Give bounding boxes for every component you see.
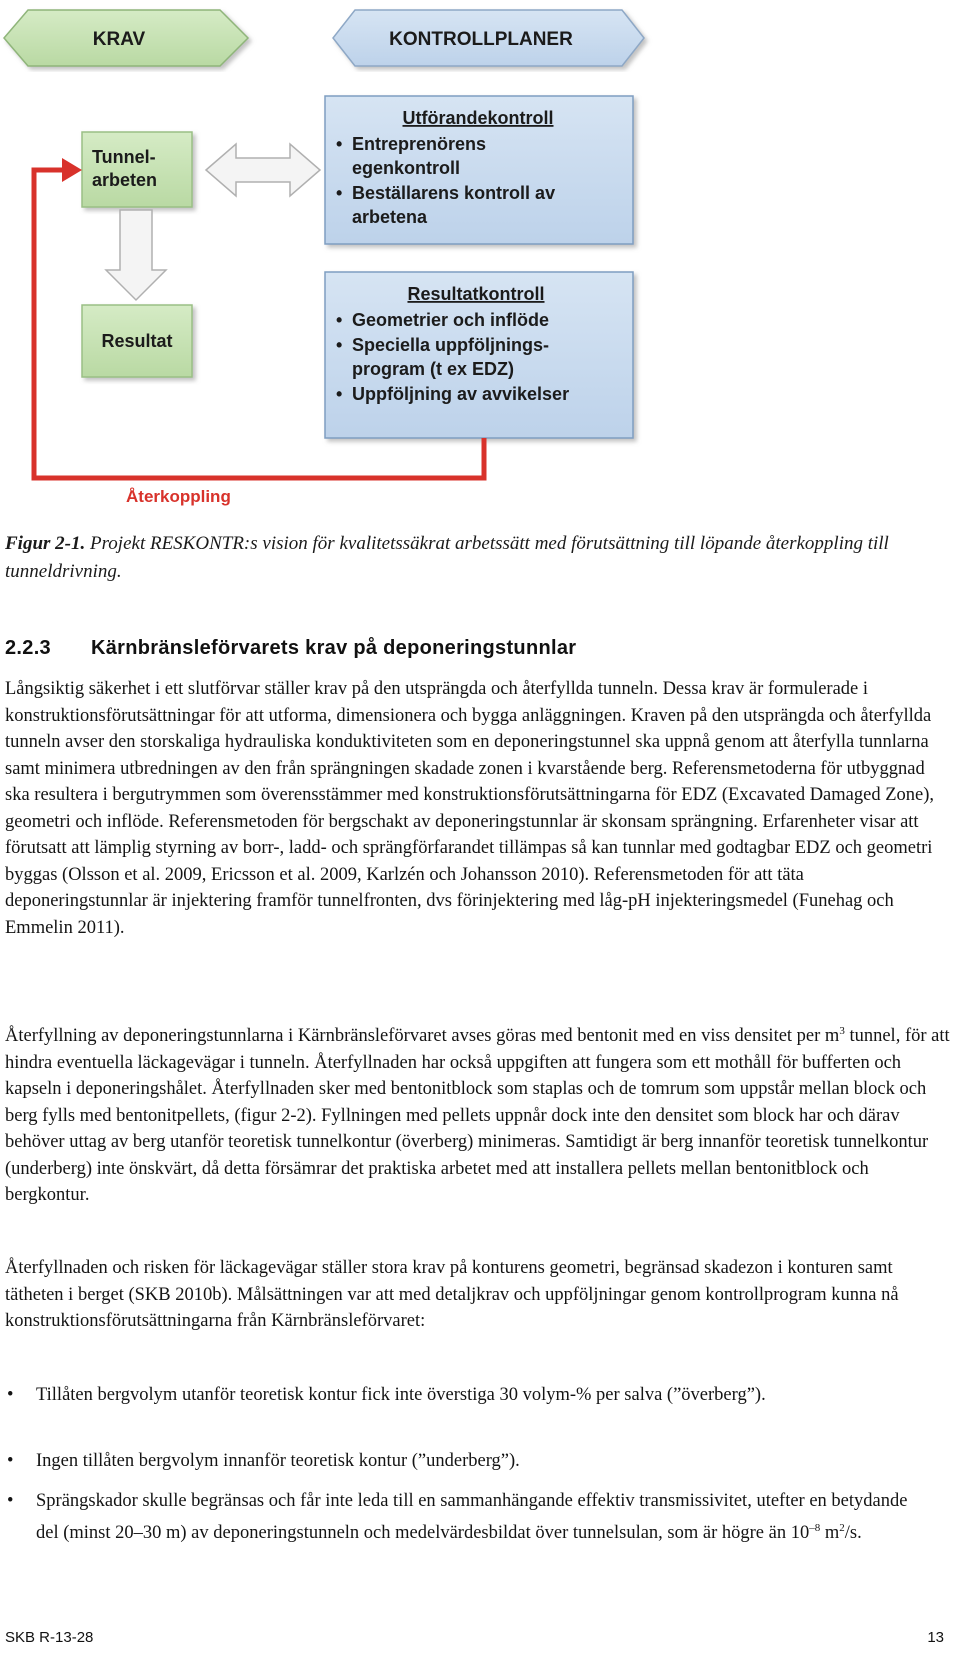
paragraph-3: Återfyllnaden och risken för läckagevägar ställer stora krav på konturens geometri, begränsad skadezon i konturen samt tätheten i berget (SKB 2010b). Målsättningen var att med detaljkrav och uppföljningar genom kontrollprogram kunna nå konstruktionsförutsättningarna från Kärnbränsleförvaret: <box>5 1258 899 1331</box>
bullet-icon: • <box>7 1385 14 1405</box>
paragraph-2 <box>5 1018 950 1209</box>
utforandekontroll-title: Utförandekontroll <box>402 108 554 128</box>
resultatkontroll-title: Resultatkontroll <box>407 284 545 304</box>
bullet-icon: • <box>336 310 343 330</box>
bullet-icon: • <box>336 384 343 404</box>
list-item-text: Tillåten bergvolym utanför teoretisk kontur fick inte överstiga 30 volym-% per salva (”överberg”). <box>36 1385 766 1405</box>
figure-caption-label: Figur 2-1. <box>5 533 86 554</box>
resultat-item-2: Speciella uppföljnings- <box>352 335 550 355</box>
paragraph-2-start: Återfyllning av deponeringstunnlarna i Kärnbränsleförvaret avses göras med bentonit med en viss densitet per m <box>5 1026 840 1047</box>
section-number: 2.2.3 <box>5 637 51 659</box>
process-diagram <box>0 0 960 520</box>
section-heading <box>5 637 576 660</box>
aterkoppling-label: Återkoppling <box>126 487 231 506</box>
down-arrow-icon <box>106 210 166 300</box>
figure-caption-text: Projekt RESKONTR:s vision för kvalitetssäkrat arbetssätt med förutsättning till löpande återkoppling till tunneldrivning. <box>5 533 889 582</box>
utforande-item-4: arbetena <box>352 207 428 227</box>
resultat-item-4: Uppföljning av avvikelser <box>352 384 570 404</box>
exponent: –8 <box>809 1521 821 1534</box>
report-id: SKB R-13-28 <box>5 1629 94 1646</box>
bullet-icon: • <box>7 1451 14 1471</box>
utforande-item-3: Beställarens kontroll av <box>352 183 556 203</box>
figure-caption <box>5 530 925 586</box>
bullet-icon: • <box>336 335 343 355</box>
list-item-text <box>36 1488 916 1546</box>
page-number: 13 <box>927 1629 944 1646</box>
resultat-item-3: program (t ex EDZ) <box>352 359 515 379</box>
exponent: 2 <box>839 1521 845 1534</box>
bullet-icon: • <box>336 134 343 154</box>
list-item-text-mid: m <box>820 1522 840 1543</box>
list-item-text-end: /s. <box>844 1522 862 1543</box>
bullet-icon: • <box>336 183 343 203</box>
tunnelarbeten-line1: Tunnel- <box>92 147 156 167</box>
list-item-text: Ingen tillåten bergvolym innanför teoretisk kontur (”underberg”). <box>36 1451 520 1471</box>
paragraph-2-superscript: 3 <box>839 1025 845 1037</box>
tunnelarbeten-line2: arbeten <box>92 170 158 190</box>
bullet-icon: • <box>7 1491 14 1511</box>
list-item-text-start: Sprängskador skulle begränsas och får inte leda till en sammanhängande effektiv transmissivitet, utefter en betydande del (minst 20–30 m) av deponeringstunneln och medelvärdesbildat över tunnelsulan, som är högre än 10 <box>36 1491 908 1543</box>
double-arrow-icon <box>206 144 320 196</box>
paragraph-1: Långsiktig säkerhet i ett slutförvar ställer krav på den utsprängda och återfyllda tunneln. Dessa krav är formulerade i konstruktionsförutsättningar för att utforma, dimensionera och bygga anläggningen. Kraven på den utsprängda och återfyllda tunneln avser den storskaliga hydrauliska konduktiviteten som en deponeringstunnel ska uppnå genom att återfylla tunnlarna samt minimera utbredningen av den från sprängningen skadade zonen i kvarstående berg. Referensmetoderna för utbyggnad ska resultera i bergutrymmen som överensstämmer med konstruktionsförutsättningarna för EDZ (Excavated Damaged Zone), geometri och inflöde. Referensmetoden för bergschakt av deponeringstunnlar är skonsam sprängning. Erfarenheter visar att förutsatt att lämplig styrning av borr-, ladd- och sprängförfarandet tillämpas så kan tunnlar med godtagbar EDZ och geometri byggas (Olsson et al. 2009, Ericsson et al. 2009, Karlzén och Johansson 2010). Referensmetoden för att täta deponeringstunnlar är injektering framför tunnelfronten, dvs förinjektering med låg-pH injekteringsmedel (Funehag och Emmelin 2011). <box>5 679 935 938</box>
section-title: Kärnbränsleförvarets krav på deponeringstunnlar <box>91 637 577 659</box>
kontrollplaner-label: KONTROLLPLANER <box>389 29 573 50</box>
utforande-item-1: Entreprenörens <box>352 134 487 154</box>
paragraph-2-end: tunnel, för att hindra eventuella läckagevägar i tunneln. Återfyllnaden har också uppgiften att fungera som ett mothåll för bufferten och kapseln i deponeringshålet. Återfyllnaden sker med bentonitblock som staplas och de tomrum som uppstår mellan block och berg fylls med bentonitpellets, (figur 2-2). Fyllningen med pellets uppnår dock inte den densitet som block har och därav behöver uttag av berg utanför teoretisk tunnelkontur (överberg) minimeras. Samtidigt är berg innanför teoretisk tunnelkontur (underberg) inte önskvärt, då detta försämrar det praktiska arbetet med att installera pellets mellan bentonitblock och bergkontur. <box>5 1026 950 1206</box>
resultat-item-1: Geometrier och inflöde <box>352 310 550 330</box>
resultat-label: Resultat <box>101 331 173 351</box>
krav-label: KRAV <box>92 29 146 50</box>
feedback-arrowhead-icon <box>62 158 82 182</box>
utforande-item-2: egenkontroll <box>352 158 461 178</box>
